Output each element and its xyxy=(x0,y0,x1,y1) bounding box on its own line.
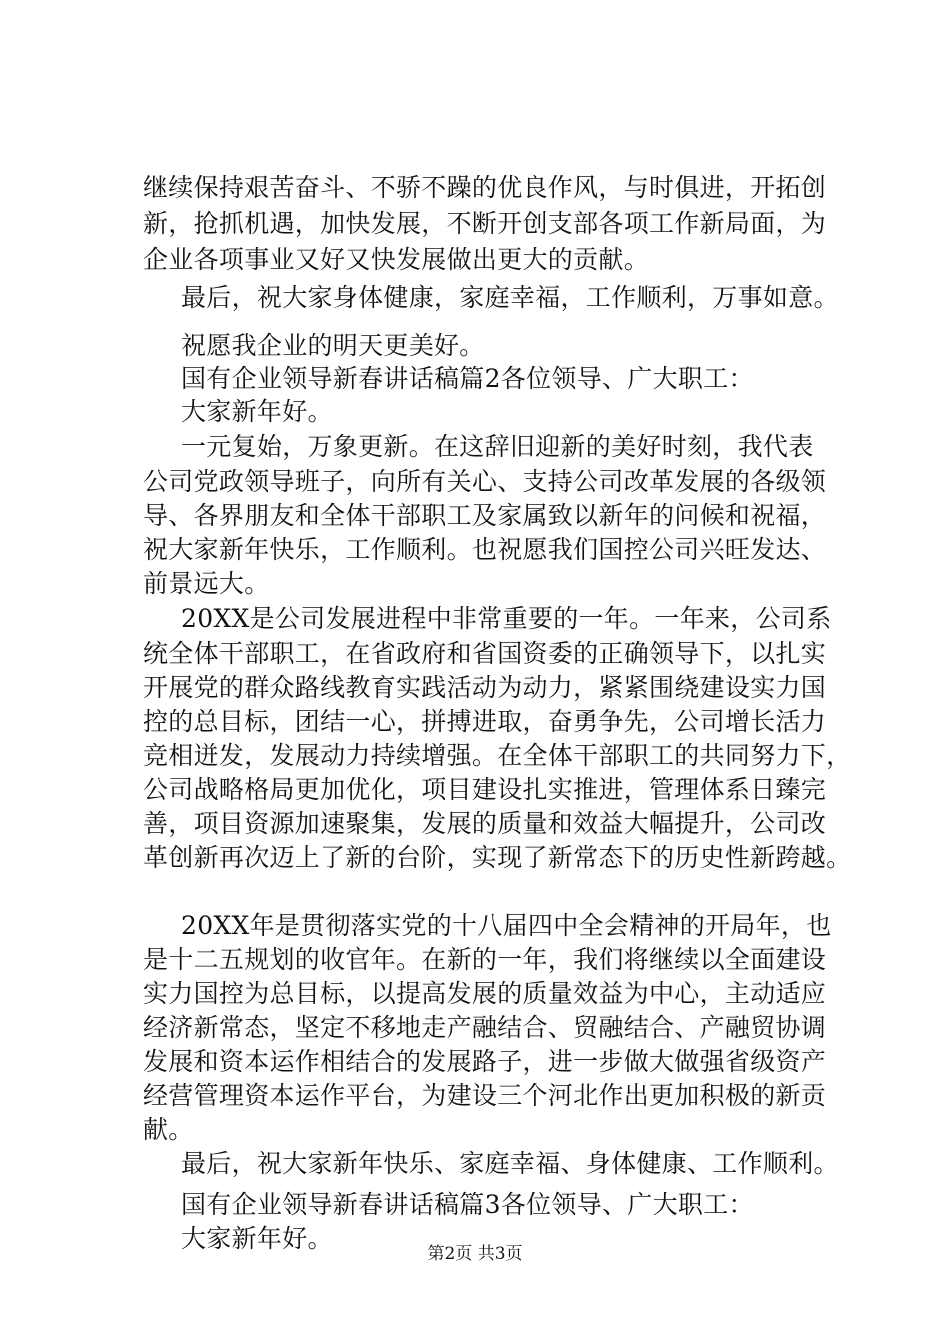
text-line: 一元复始，万象更新。在这辞旧迎新的美好时刻，我代表 xyxy=(181,432,814,461)
text-line: 大家新年好。 xyxy=(181,1224,333,1253)
text-line: 企业各项事业又好又快发展做出更大的贡献。 xyxy=(143,245,650,274)
text-line: 导、各界朋友和全体干部职工及家属致以新年的问候和祝福， xyxy=(143,501,827,530)
text-line: 竞相迸发，发展动力持续增强。在全体干部职工的共同努力下， xyxy=(143,741,852,770)
text-line: 20XX年是贯彻落实党的十八届四中全会精神的开局年，也 xyxy=(181,911,832,940)
text-line: 善，项目资源加速聚集，发展的质量和效益大幅提升，公司改 xyxy=(143,809,827,838)
text-line: 祝愿我企业的明天更美好。 xyxy=(181,331,485,360)
text-line: 公司战略格局更加优化，项目建设扎实推进，管理体系日臻完 xyxy=(143,775,827,804)
text-line: 发展和资本运作相结合的发展路子，进一步做大做强省级资产 xyxy=(143,1047,827,1076)
text-line: 大家新年好。 xyxy=(181,397,333,426)
text-line: 经济新常态，坚定不移地走产融结合、贸融结合、产融贸协调 xyxy=(143,1013,827,1042)
text-line: 公司党政领导班子，向所有关心、支持公司改革发展的各级领 xyxy=(143,467,827,496)
text-line: 新，抢抓机遇，加快发展，不断开创支部各项工作新局面，为 xyxy=(143,209,827,238)
text-line: 前景远大。 xyxy=(143,569,270,598)
text-line: 革创新再次迈上了新的台阶，实现了新常态下的历史性新跨越。 xyxy=(143,843,852,872)
text-line: 继续保持艰苦奋斗、不骄不躁的优良作风，与时俱进，开拓创 xyxy=(143,173,827,202)
text-line: 经营管理资本运作平台，为建设三个河北作出更加积极的新贡 xyxy=(143,1081,827,1110)
text-line: 最后，祝大家身体健康，家庭幸福，工作顺利，万事如意。 xyxy=(181,283,839,312)
section-heading: 国有企业领导新春讲话稿篇3各位领导、广大职工： xyxy=(181,1190,754,1219)
text-line: 20XX是公司发展进程中非常重要的一年。一年来，公司系 xyxy=(181,604,832,633)
text-line: 是十二五规划的收官年。在新的一年，我们将继续以全面建设 xyxy=(143,945,827,974)
section-heading: 国有企业领导新春讲话稿篇2各位领导、广大职工： xyxy=(181,364,754,393)
text-line: 开展党的群众路线教育实践活动为动力，紧紧围绕建设实力国 xyxy=(143,673,827,702)
text-line: 统全体干部职工，在省政府和省国资委的正确领导下，以扎实 xyxy=(143,639,827,668)
text-line: 祝大家新年快乐，工作顺利。也祝愿我们国控公司兴旺发达、 xyxy=(143,535,827,564)
text-line: 实力国控为总目标，以提高发展的质量效益为中心，主动适应 xyxy=(143,979,827,1008)
text-line: 最后，祝大家新年快乐、家庭幸福、身体健康、工作顺利。 xyxy=(181,1149,839,1178)
page-number-footer: 第2页 共3页 xyxy=(427,1244,523,1264)
text-line: 控的总目标，团结一心，拼搏进取，奋勇争先，公司增长活力 xyxy=(143,707,827,736)
text-line: 献。 xyxy=(143,1115,194,1144)
